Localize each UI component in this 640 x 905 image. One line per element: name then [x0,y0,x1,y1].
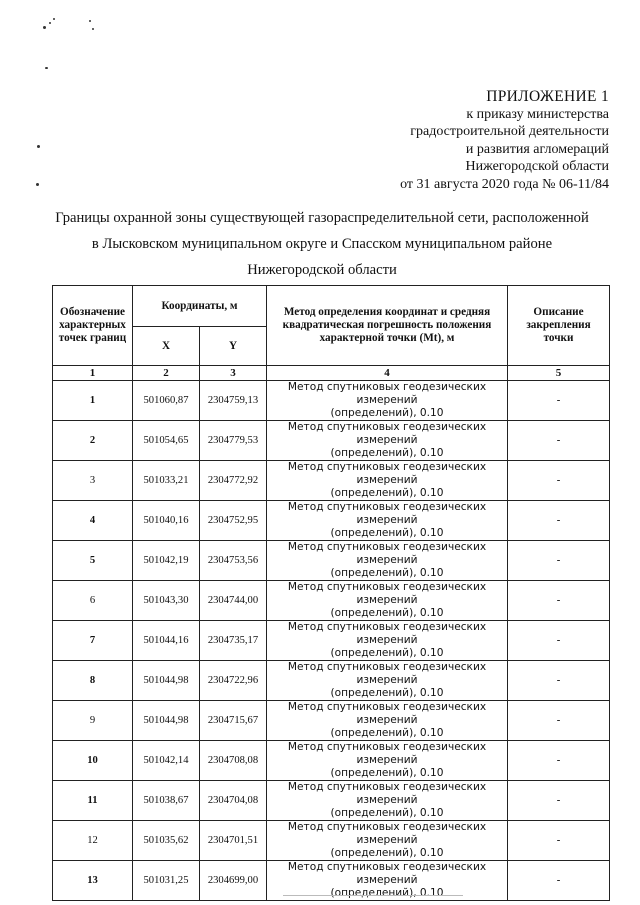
header-coords: Координаты, м [133,286,267,327]
cell-method [267,621,508,661]
cell-x: 501054,65 [133,421,200,461]
table-row [53,581,610,621]
cell-y: 2304759,13 [200,381,267,421]
cell-description: - [508,821,610,861]
cell-y: 2304708,08 [200,741,267,781]
method-line: (определений), 0.10 [330,887,444,899]
title-line: в Лысковском муниципальном округе и Спасском муниципальном районе [91,236,553,252]
table-row [53,741,610,781]
cell-y: 2304772,92 [200,461,267,501]
column-number: 4 [267,366,508,381]
cell-y: 2304701,51 [200,821,267,861]
appendix-line: Нижегородской области [465,159,609,175]
table-row [53,621,610,661]
cell-y: 2304735,17 [200,621,267,661]
cell-x: 501033,21 [133,461,200,501]
method-line: (определений), 0.10 [330,527,444,539]
method-line: Метод спутниковых геодезических измерений [287,461,487,486]
scan-speck [45,67,48,69]
cell-x: 501042,19 [133,541,200,581]
table-row [53,821,610,861]
cell-point: 6 [53,581,133,621]
table-row [53,461,610,501]
cell-y: 2304753,56 [200,541,267,581]
table-row [53,701,610,741]
appendix-line: и развития агломераций [465,141,609,157]
appendix-header [400,88,609,194]
cell-point: 3 [53,461,133,501]
cell-description: - [508,381,610,421]
method-line: (определений), 0.10 [330,487,444,499]
scan-speck [37,145,40,148]
cell-y: 2304779,53 [200,421,267,461]
cell-x: 501040,16 [133,501,200,541]
cell-point: 12 [53,821,133,861]
cell-method [267,821,508,861]
cell-description: - [508,741,610,781]
method-line: Метод спутниковых геодезических измерений [287,861,487,886]
column-number: 1 [53,366,133,381]
column-number: 2 [133,366,200,381]
method-line: (определений), 0.10 [330,407,444,419]
cell-x: 501044,98 [133,661,200,701]
method-line: (определений), 0.10 [330,687,444,699]
method-line: Метод спутниковых геодезических измерений [287,821,487,846]
cell-point: 5 [53,541,133,581]
header-method: Метод определения координат и средняя квадратическая погрешность положения характерной точки (Mt), м [267,286,508,366]
cell-method [267,501,508,541]
cell-method [267,421,508,461]
cell-x: 501043,30 [133,581,200,621]
column-number: 3 [200,366,267,381]
cell-y: 2304744,00 [200,581,267,621]
footer-divider [283,895,463,896]
title-line: Нижегородской области [247,262,397,278]
appendix-heading: ПРИЛОЖЕНИЕ 1 [486,88,609,105]
method-line: Метод спутниковых геодезических измерений [287,661,487,686]
method-line: (определений), 0.10 [330,807,444,819]
scan-speck [36,183,39,186]
cell-description: - [508,541,610,581]
header-x: X [133,327,200,366]
table-row [53,381,610,421]
table-row [53,661,610,701]
cell-point: 7 [53,621,133,661]
method-line: (определений), 0.10 [330,847,444,859]
cell-method [267,661,508,701]
scan-speck [43,26,46,29]
method-line: (определений), 0.10 [330,567,444,579]
cell-x: 501044,98 [133,701,200,741]
cell-x: 501042,14 [133,741,200,781]
scan-speck [53,18,55,20]
cell-point: 4 [53,501,133,541]
cell-description: - [508,461,610,501]
header-point: Обозначение характерных точек границ [53,286,133,366]
coordinates-table [52,285,610,901]
method-line: (определений), 0.10 [330,767,444,779]
cell-method [267,541,508,581]
header-description: Описание закрепления точки [508,286,610,366]
cell-point: 11 [53,781,133,821]
cell-description: - [508,581,610,621]
table-row [53,421,610,461]
method-line: Метод спутниковых геодезических измерений [287,581,487,606]
cell-method [267,781,508,821]
method-line: Метод спутниковых геодезических измерений [287,421,487,446]
scan-speck [92,28,94,30]
cell-method [267,701,508,741]
cell-description: - [508,701,610,741]
cell-description: - [508,861,610,901]
cell-x: 501031,25 [133,861,200,901]
cell-x: 501038,67 [133,781,200,821]
cell-method [267,461,508,501]
cell-description: - [508,501,610,541]
cell-point: 9 [53,701,133,741]
cell-point: 10 [53,741,133,781]
cell-point: 8 [53,661,133,701]
method-line: Метод спутниковых геодезических измерений [287,741,487,766]
cell-point: 2 [53,421,133,461]
cell-y: 2304704,08 [200,781,267,821]
document-title [36,205,608,283]
cell-method [267,581,508,621]
cell-x: 501035,62 [133,821,200,861]
table-row [53,541,610,581]
method-line: Метод спутниковых геодезических измерений [287,501,487,526]
cell-x: 501060,87 [133,381,200,421]
cell-description: - [508,661,610,701]
method-line: Метод спутниковых геодезических измерений [287,541,487,566]
cell-method [267,381,508,421]
cell-method [267,741,508,781]
cell-point: 13 [53,861,133,901]
method-line: Метод спутниковых геодезических измерений [287,781,487,806]
cell-point: 1 [53,381,133,421]
method-line: (определений), 0.10 [330,647,444,659]
scan-speck [89,20,91,22]
method-line: Метод спутниковых геодезических измерений [287,381,487,406]
scan-speck [49,22,51,24]
header-y: Y [200,327,267,366]
appendix-line: от 31 августа 2020 года № 06-11/84 [400,176,609,192]
cell-description: - [508,421,610,461]
cell-x: 501044,16 [133,621,200,661]
method-line: (определений), 0.10 [330,447,444,459]
appendix-line: градостроительной деятельности [410,124,609,140]
method-line: Метод спутниковых геодезических измерений [287,621,487,646]
cell-y: 2304699,00 [200,861,267,901]
cell-y: 2304722,96 [200,661,267,701]
method-line: (определений), 0.10 [330,607,444,619]
cell-y: 2304715,67 [200,701,267,741]
table-row [53,781,610,821]
method-line: Метод спутниковых геодезических измерений [287,701,487,726]
cell-description: - [508,621,610,661]
title-line: Границы охранной зоны существующей газораспределительной сети, расположенной [55,210,589,226]
column-number: 5 [508,366,610,381]
cell-y: 2304752,95 [200,501,267,541]
appendix-line: к приказу министерства [466,106,609,122]
cell-description: - [508,781,610,821]
method-line: (определений), 0.10 [330,727,444,739]
table-row [53,501,610,541]
